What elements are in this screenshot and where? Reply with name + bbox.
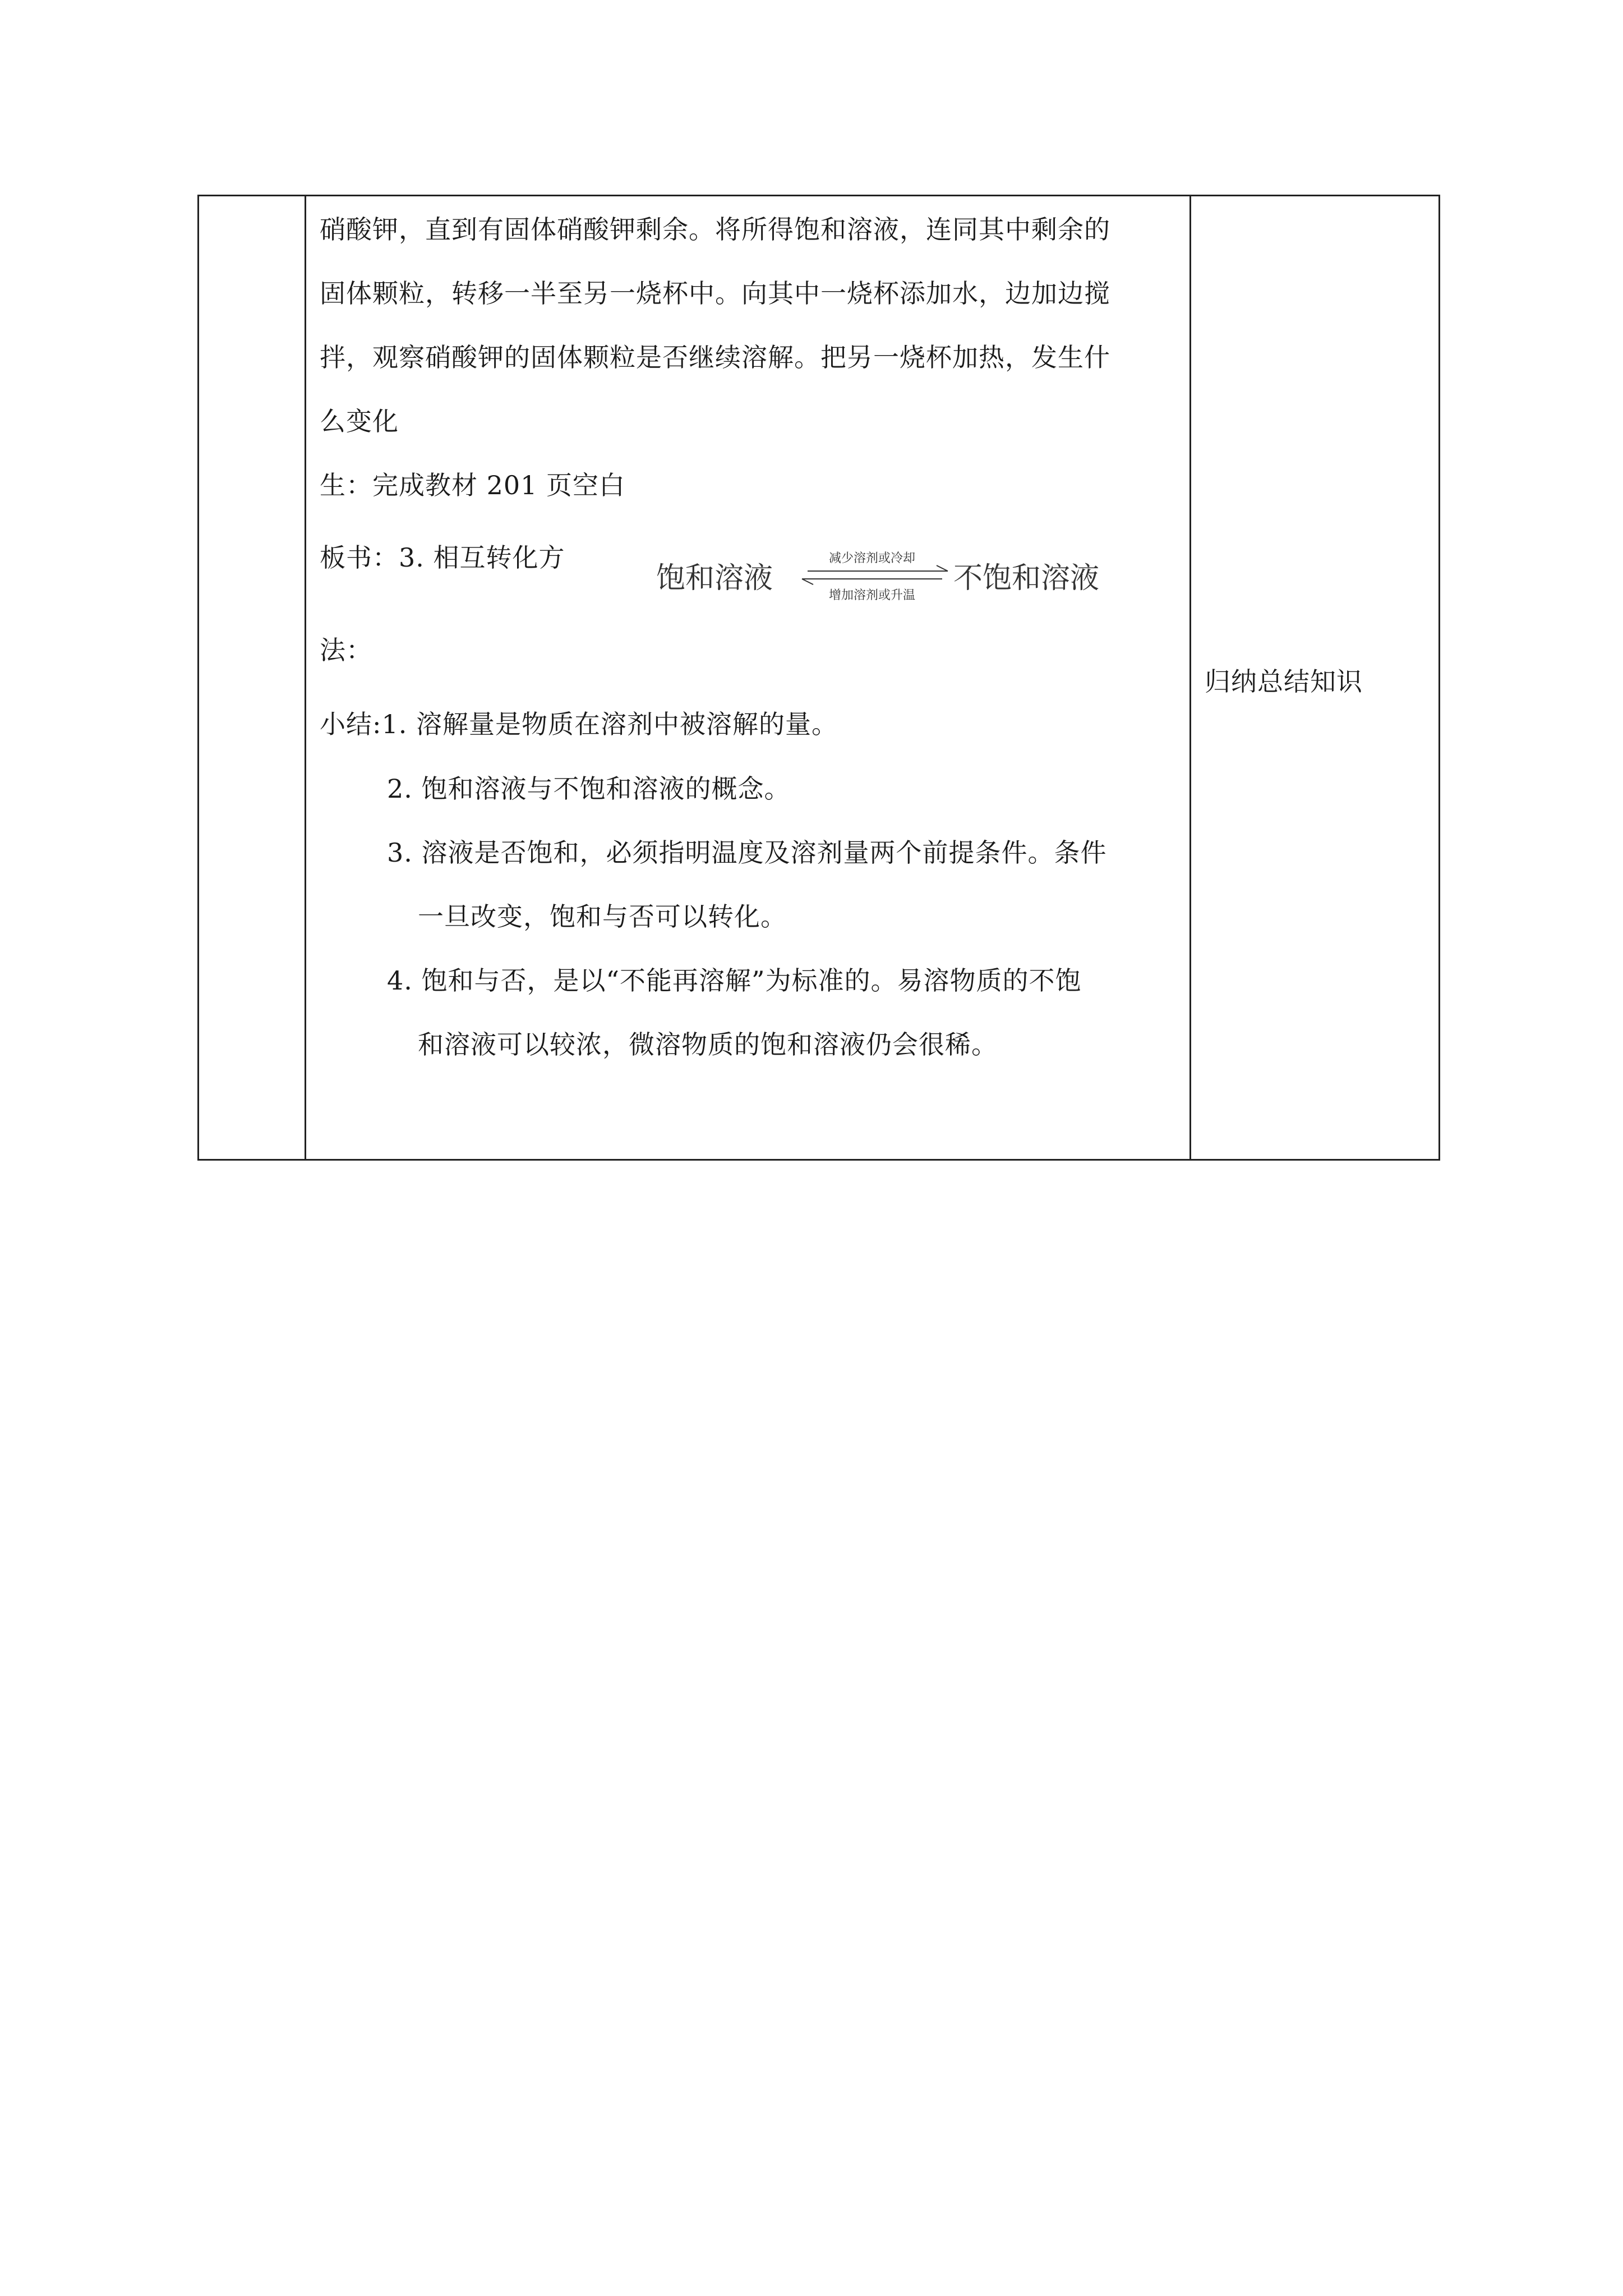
- forward-condition-label: 减少溶剂或冷却: [828, 551, 916, 565]
- conversion-diagram: [651, 539, 1127, 617]
- unsaturated-solution-label: 不饱和溶液: [953, 562, 1100, 595]
- student-task-line: 生：完成教材 201 页空白: [320, 470, 626, 500]
- right-column-note: 归纳总结知识: [1205, 666, 1363, 697]
- body-line-2: 固体颗粒，转移一半至另一烧杯中。向其中一烧杯添加水，边加边搅: [320, 278, 1110, 309]
- column-divider-2: [1189, 196, 1191, 1159]
- saturated-solution-label: 饱和溶液: [656, 562, 773, 595]
- board-label-continued: 法：: [320, 635, 372, 665]
- board-label: 板书：3. 相互转化方: [320, 542, 565, 573]
- body-line-1: 硝酸钾，直到有固体硝酸钾剩余。将所得饱和溶液，连同其中剩余的: [320, 214, 1110, 245]
- body-line-3: 拌，观察硝酸钾的固体颗粒是否继续溶解。把另一烧杯加热，发生什: [320, 342, 1110, 372]
- summary-line-3-cont: 一旦改变，饱和与否可以转化。: [418, 901, 787, 932]
- reverse-condition-label: 增加溶剂或升温: [828, 588, 916, 602]
- summary-line-4: 4. 饱和与否，是以“不能再溶解”为标准的。易溶物质的不饱: [387, 965, 1082, 996]
- column-divider-1: [305, 196, 306, 1159]
- body-line-4: 么变化: [320, 406, 399, 436]
- summary-line-2: 2. 饱和溶液与不饱和溶液的概念。: [387, 774, 791, 804]
- summary-line-4-cont: 和溶液可以较浓，微溶物质的饱和溶液仍会很稀。: [418, 1029, 998, 1060]
- summary-line-1: 小结:1. 溶解量是物质在溶剂中被溶解的量。: [320, 709, 838, 739]
- summary-line-3: 3. 溶液是否饱和，必须指明温度及溶剂量两个前提条件。条件: [387, 838, 1107, 868]
